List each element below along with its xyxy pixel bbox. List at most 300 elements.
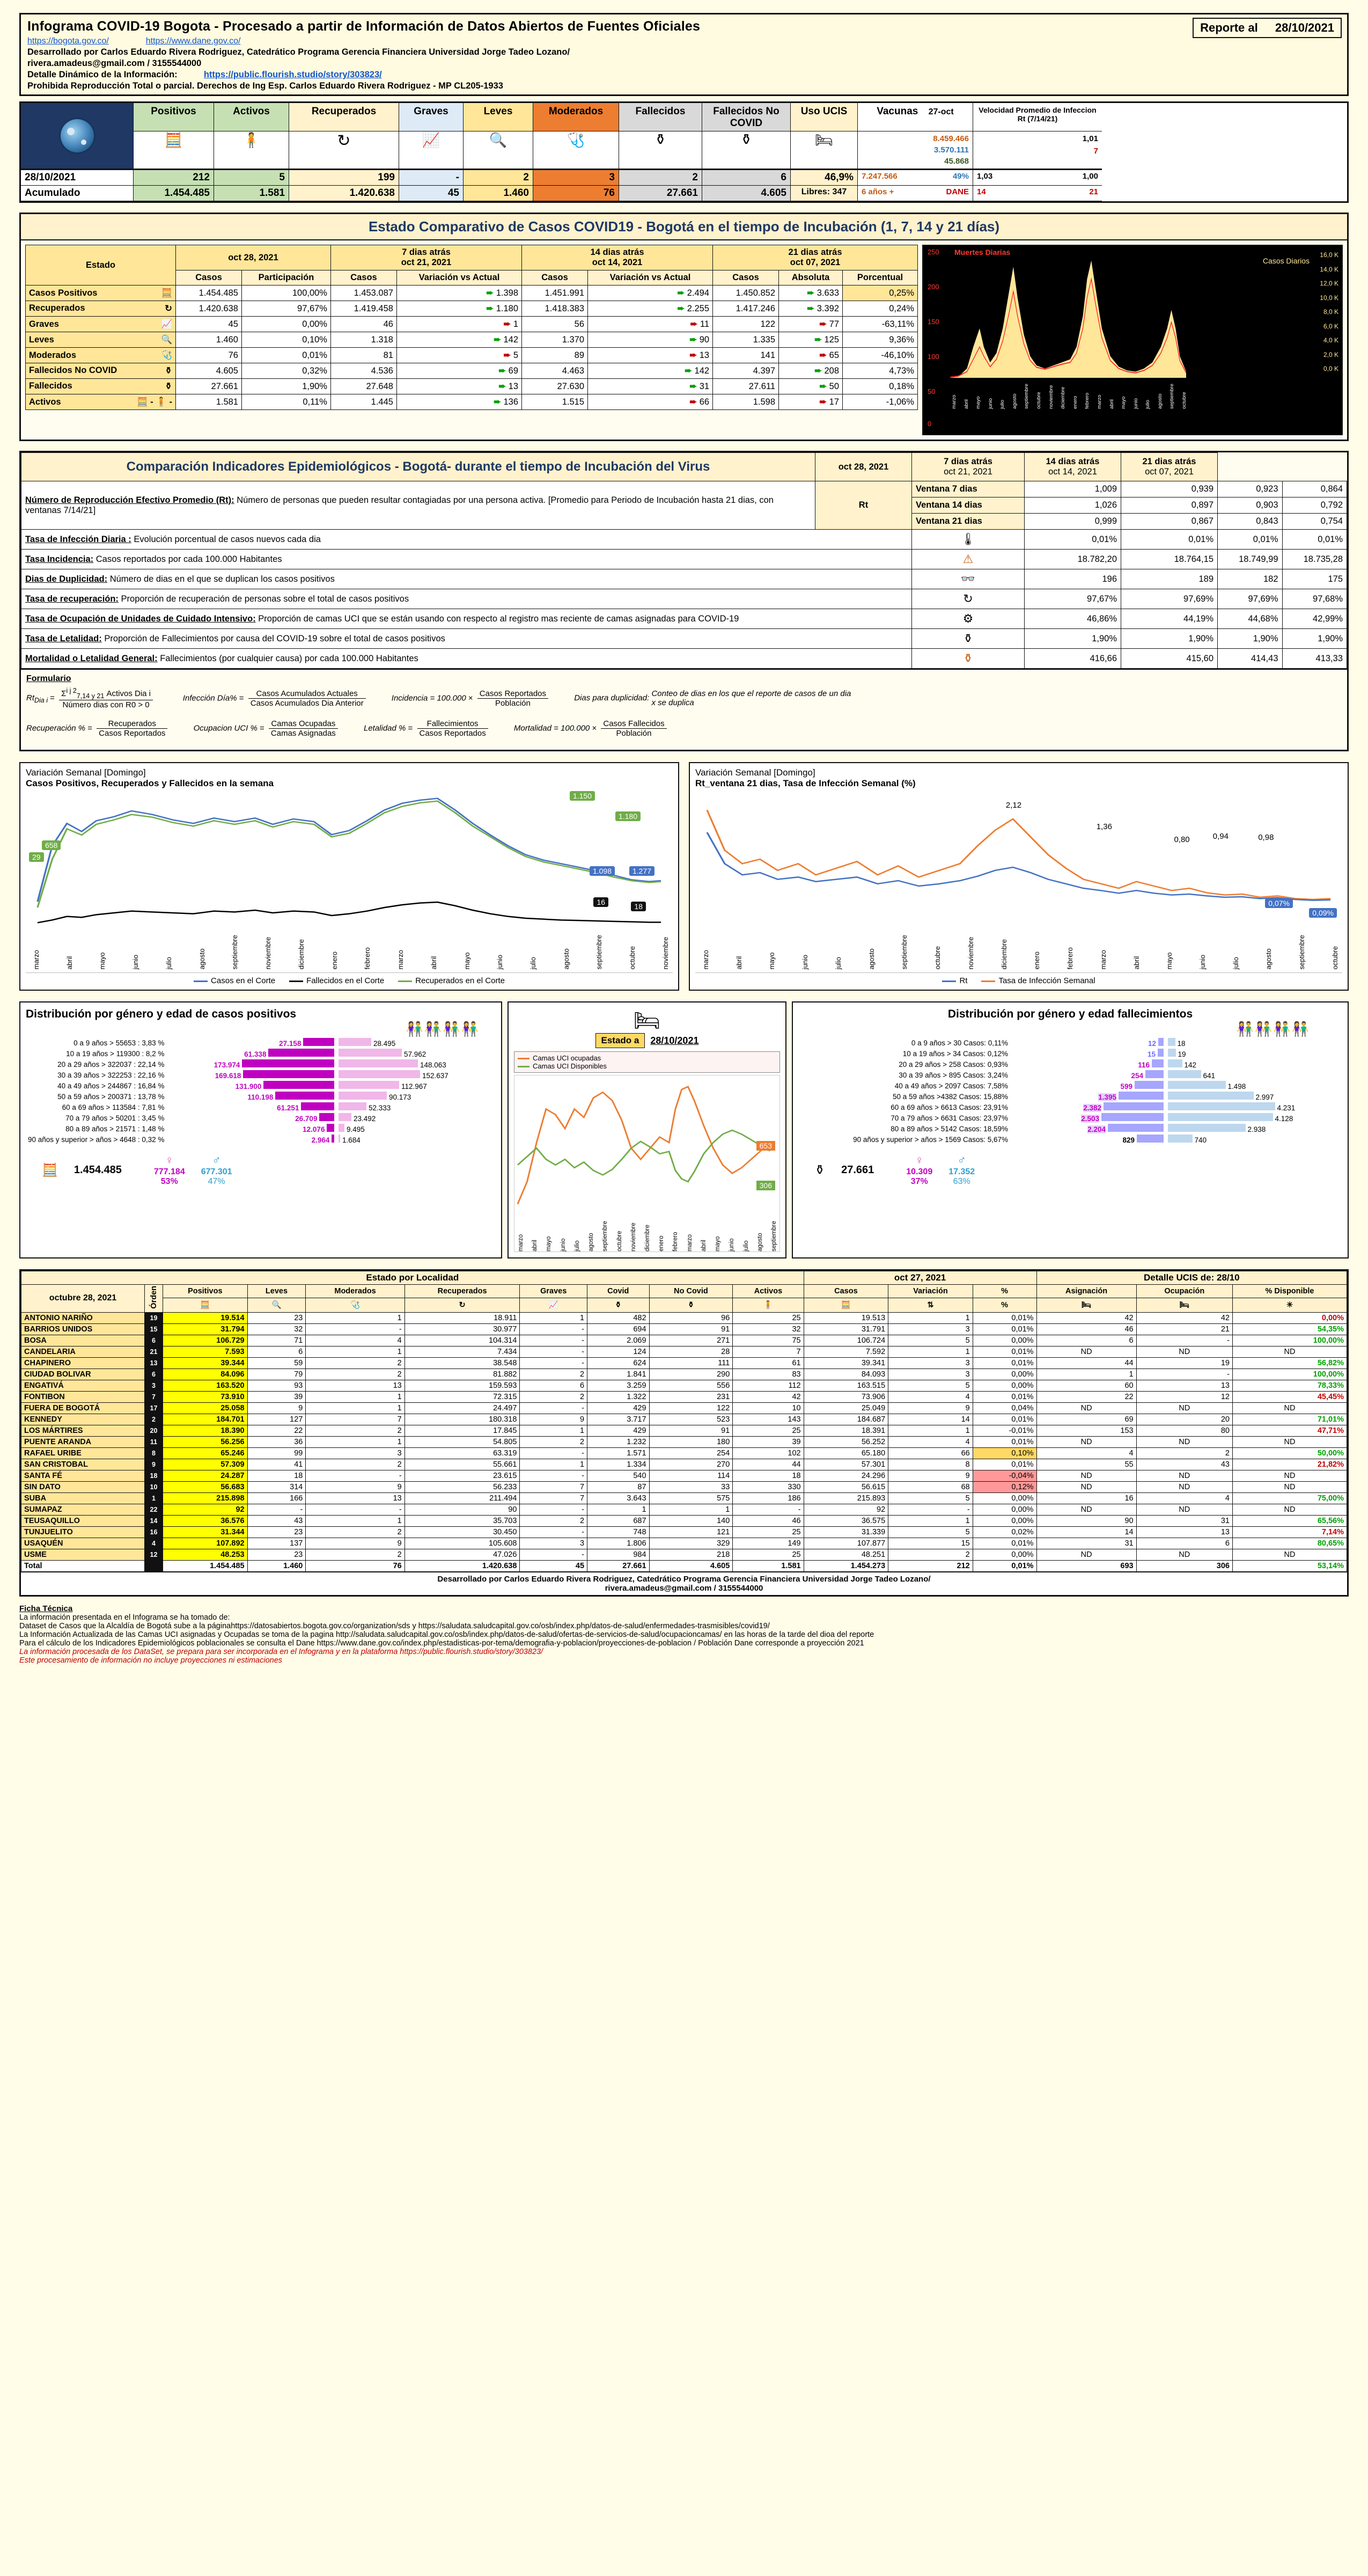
th-var-7: Variación vs Actual	[396, 270, 521, 286]
locality-covid: 1.806	[587, 1538, 650, 1549]
locality-leves: 23	[247, 1312, 306, 1323]
epi-col-3	[1121, 453, 1218, 481]
locality-activos: 102	[733, 1447, 804, 1459]
row-icon: ↻	[165, 304, 172, 313]
epi-col-2-date: oct 14, 2021	[1048, 467, 1097, 477]
locality-title-right: Detalle UCIS de: 28/10	[1036, 1271, 1347, 1285]
icon-th-moderados: 🩺	[306, 1298, 404, 1312]
locality-dev-text: Desarrollado por Carlos Eduardo Rivera Rodriguez, Catedrático Programa Gerencia Financiera Universidad Jorge Tadeo Lozano/	[437, 1574, 931, 1584]
epi-row	[21, 530, 1347, 550]
locality-recuperados: 54.805	[404, 1436, 520, 1447]
locality-leves: -	[247, 1504, 306, 1515]
locality-nocovid: 270	[649, 1459, 733, 1470]
col-header-fallecidos-nocovid: Fallecidos No COVID	[702, 103, 791, 131]
locality-leves: 166	[247, 1492, 306, 1504]
locality-activos: 75	[733, 1335, 804, 1346]
epi-row-desc: Casos reportados por cada 100.000 Habitantes	[95, 554, 282, 564]
age-label: 70 a 79 años > 50201 : 3,45 %	[65, 1114, 165, 1122]
locality-positivos: 19.514	[163, 1312, 248, 1323]
age-label: 60 a 69 años > 6613 Casos: 23,91%	[891, 1103, 1009, 1111]
locality-ocupacion: 12	[1136, 1391, 1232, 1402]
epi-row-v2: 182	[1218, 569, 1283, 589]
day-fallecidos: 2	[619, 169, 702, 186]
th-covid: Covid	[587, 1285, 650, 1298]
epi-rt-v3-0: 0,864	[1282, 481, 1347, 497]
cell-v14: ➨ 142	[588, 363, 713, 379]
locality-leves: 59	[247, 1357, 306, 1368]
age-female-value: 9.495	[346, 1125, 365, 1133]
th-leves: Leves	[247, 1285, 306, 1298]
formula-recuperacion-den: Casos Reportados	[99, 729, 166, 738]
locality-moderados: 3	[306, 1447, 404, 1459]
th-variacion-pct: %	[973, 1285, 1036, 1298]
epi-row-v3: 413,33	[1282, 649, 1347, 669]
age-male-value: 12.076	[303, 1125, 325, 1133]
locality-moderados: -	[306, 1323, 404, 1335]
locality-disponible: 80,65%	[1232, 1538, 1347, 1549]
row-estado: Fallecidos ⚱	[26, 379, 176, 394]
cell-v7: ➨ 1.398	[396, 286, 521, 301]
dane-link[interactable]: https://www.dane.gov.co/	[145, 36, 241, 46]
locality-graves: -	[520, 1357, 587, 1368]
cell-abs: ➨ 3.633	[779, 286, 843, 301]
locality-ocupacion: 6	[1136, 1538, 1232, 1549]
row-estado: Moderados 🩺	[26, 348, 176, 363]
locality-casos: 31.339	[804, 1526, 888, 1538]
locality-moderados: 1	[306, 1436, 404, 1447]
col-header-graves: Graves	[399, 103, 464, 131]
epi-row-v1: 44,19%	[1121, 609, 1218, 629]
legend-rt: Rt	[942, 976, 967, 985]
cell-v14: ➨ 13	[588, 348, 713, 363]
calculator-icon: 🧮	[42, 1162, 58, 1177]
icon-leves: 🔍	[464, 131, 533, 169]
locality-ocupacion: ND	[1136, 1346, 1232, 1357]
bogota-link[interactable]: https://bogota.gov.co/	[27, 36, 109, 46]
col-header-vacunas	[858, 103, 973, 131]
locality-positivos: 24.287	[163, 1470, 248, 1481]
epi-row-label: Tasa de Ocupación de Unidades de Cuidado Intensivo:	[25, 613, 256, 624]
age-label: 30 a 39 años > 895 Casos: 3,24%	[899, 1071, 1009, 1079]
locality-moderados: 1	[306, 1515, 404, 1526]
table-row	[21, 1357, 1347, 1368]
age-female-value: 112.967	[401, 1082, 427, 1091]
locality-recuperados: 7.434	[404, 1346, 520, 1357]
locality-ocupacion: ND	[1136, 1470, 1232, 1481]
locality-moderados: 2	[306, 1549, 404, 1560]
icon-th-nocovid: ⚱	[649, 1298, 733, 1312]
vacunas-dias: 6 años +	[862, 187, 894, 196]
formula-rt-num: Activos Dia i	[106, 689, 151, 698]
formula-ocupacion-num: Camas Ocupadas	[269, 719, 338, 729]
epi-row-v3: 42,99%	[1282, 609, 1347, 629]
cell-v7: ➨ 1	[396, 317, 521, 332]
locality-moderados: 7	[306, 1414, 404, 1425]
locality-var: 4	[888, 1391, 973, 1402]
locality-covid: 429	[587, 1425, 650, 1436]
locality-recuperados: 90	[404, 1504, 520, 1515]
locality-dev-line	[21, 1572, 1347, 1595]
icon-th-recuperados: ↻	[404, 1298, 520, 1312]
locality-order: 22	[145, 1504, 163, 1515]
epi-row-desc: Número de dias en el que se duplican los casos positivos	[109, 574, 335, 584]
locality-leves: 23	[247, 1526, 306, 1538]
epi-rt-window-1: Ventana 14 dias	[912, 497, 1025, 514]
epi-row-label: Dias de Duplicidad:	[25, 574, 108, 584]
locality-disponible: 71,01%	[1232, 1414, 1347, 1425]
cell-abs: ➨ 125	[779, 332, 843, 348]
total-covid: 27.661	[587, 1560, 650, 1571]
locality-name: LOS MÁRTIRES	[21, 1425, 145, 1436]
cell-part: 0,11%	[241, 394, 330, 410]
cell-c21: 1.598	[713, 394, 779, 410]
weekly-left-x-labels: marzo abril mayo junio julio agosto septiembre noviembre diciembre enero febrero marzo abril mayo junio julio agosto septiembre octubre noviembre	[32, 934, 670, 969]
locality-disponible: ND	[1232, 1436, 1347, 1447]
cell-v14: ➨ 90	[588, 332, 713, 348]
locality-casos: 36.575	[804, 1515, 888, 1526]
locality-pct: 0,01%	[973, 1414, 1036, 1425]
epi-row-v1: 97,69%	[1121, 589, 1218, 609]
age-male-value: 173.974	[214, 1061, 240, 1069]
locality-graves: -	[520, 1470, 587, 1481]
locality-moderados: 13	[306, 1492, 404, 1504]
th-casos-21: Casos	[713, 270, 779, 286]
weekly-left-label-5: 1.277	[629, 866, 654, 876]
age-label: 0 a 9 años > 55653 : 3,83 %	[73, 1038, 165, 1047]
rt-row-acum	[973, 186, 1102, 201]
gender-positive-panel	[19, 1001, 502, 1258]
locality-recuperados: 30.450	[404, 1526, 520, 1538]
epi-row-label: Tasa Incidencia:	[25, 554, 94, 564]
locality-ocupacion: 20	[1136, 1414, 1232, 1425]
total-positivos: 1.454.485	[163, 1560, 248, 1571]
legend-casos: Casos en el Corte	[194, 976, 275, 985]
locality-recuperados: 81.882	[404, 1368, 520, 1380]
row-estado: Recuperados ↻	[26, 301, 176, 317]
total-label: Total	[21, 1560, 145, 1571]
footer-line-1: Dataset de Casos que la Alcaldía de Bogotá sube a la páginahttps://datosabiertos.bogota.gov.co/organization/sds y https://saludata.saludcapital.gov.co/osb/index.php/datos-de-salud/enfermedades-trasmisibles/covid19/	[19, 1621, 770, 1630]
locality-pct: 0,00%	[973, 1492, 1036, 1504]
age-label: 10 a 19 años > 119300 : 8,2 %	[66, 1049, 165, 1058]
formula-mortalidad-den: Población	[616, 729, 652, 738]
formula-ocupacion: Ocupacion UCI % = $\frac{\text{Camas Ocupadas}}{\text{Camas Asignadas}}$	[194, 719, 340, 738]
age-row	[798, 1134, 1342, 1145]
locality-disponible: 0,00%	[1232, 1312, 1347, 1323]
vacunas-pct: 49%	[952, 172, 969, 181]
locality-positivos: 7.593	[163, 1346, 248, 1357]
locality-casos: 107.877	[804, 1538, 888, 1549]
epi-row	[21, 589, 1347, 609]
th-abs: Absoluta	[779, 270, 843, 286]
age-male-value: 169.618	[215, 1072, 241, 1080]
urn-icon: ⚱	[912, 629, 1025, 649]
locality-ocupacion: ND	[1136, 1549, 1232, 1560]
contact-line: rivera.amadeus@gmail.com / 3155544000	[27, 58, 202, 68]
age-male-value: 2.503	[1081, 1115, 1099, 1123]
locality-asignacion: 55	[1036, 1459, 1136, 1470]
urn-icon-right: ⚱	[814, 1162, 826, 1177]
epi-rt-v0-2: 0,999	[1025, 514, 1121, 530]
locality-graves: 6	[520, 1380, 587, 1391]
th-casos-7: Casos	[330, 270, 396, 286]
locality-covid: 748	[587, 1526, 650, 1538]
th-group-3: 21 dias atrás oct 07, 2021	[713, 245, 918, 270]
locality-ocupacion: 13	[1136, 1380, 1232, 1391]
day-graves: -	[399, 169, 464, 186]
col-header-moderados: Moderados	[533, 103, 619, 131]
locality-leves: 23	[247, 1549, 306, 1560]
formula-mortalidad-num: Casos Fallecidos	[601, 719, 666, 729]
locality-order: 15	[145, 1323, 163, 1335]
age-male-value: 2.382	[1083, 1104, 1101, 1112]
cell-c21: 1.417.246	[713, 301, 779, 317]
row-icon: 🩺	[161, 350, 172, 360]
acum-recuperados: 1.420.638	[289, 186, 399, 201]
ucis-series	[514, 1075, 779, 1210]
locality-nocovid: 271	[649, 1335, 733, 1346]
epi-row	[21, 609, 1347, 629]
weekly-left-label-3: 1.180	[615, 811, 641, 821]
locality-activos: 25	[733, 1526, 804, 1538]
row-icon: 🧮	[161, 288, 172, 298]
formula-incidencia-den: Población	[495, 698, 531, 708]
locality-leves: 18	[247, 1470, 306, 1481]
chart-title-muertes: Muertes Diarias	[954, 248, 1011, 257]
locality-casos: 24.296	[804, 1470, 888, 1481]
locality-covid: 1.232	[587, 1436, 650, 1447]
vacunas-doses	[858, 131, 973, 169]
locality-name: CIUDAD BOLIVAR	[21, 1368, 145, 1380]
th-activos: Activos	[733, 1285, 804, 1298]
formula-mortalidad: Mortalidad = 100.000 × $\frac{\text{Casos Fallecidos}}{\text{Población}}$	[514, 719, 669, 738]
table-row	[21, 1391, 1347, 1402]
cell-c7: 1.445	[330, 394, 396, 410]
age-female-value: 90.173	[388, 1093, 411, 1101]
locality-dev-mail: rivera.amadeus@gmail.com / 3155544000	[605, 1583, 763, 1593]
epi-row-v0: 97,67%	[1025, 589, 1121, 609]
cell-casos: 27.661	[176, 379, 242, 394]
locality-var: 1	[888, 1312, 973, 1323]
locality-covid: 624	[587, 1357, 650, 1368]
report-label: Reporte al	[1200, 21, 1258, 34]
age-male-value: 12	[1148, 1040, 1156, 1048]
warning-icon: ⚠	[912, 550, 1025, 569]
age-male-value: 599	[1120, 1082, 1132, 1091]
rt-14b: 1,00	[1082, 172, 1098, 181]
epi-row-v0: 416,66	[1025, 649, 1121, 669]
epi-row-v0: 18.782,20	[1025, 550, 1121, 569]
locality-casos: 19.513	[804, 1312, 888, 1323]
header	[19, 13, 1349, 96]
thermometer-icon: 🌡	[912, 530, 1025, 550]
table-row	[26, 348, 918, 363]
locality-activos: 25	[733, 1425, 804, 1436]
locality-name: FUERA DE BOGOTÁ	[21, 1402, 145, 1414]
locality-moderados: 2	[306, 1425, 404, 1436]
age-row	[798, 1123, 1342, 1134]
dynamic-info-line	[27, 70, 1342, 80]
acum-moderados: 76	[533, 186, 619, 201]
age-label: 70 a 79 años > 6631 Casos: 23,97%	[891, 1114, 1009, 1122]
gender-left-title: Distribución por género y edad de casos positivos	[26, 1008, 297, 1020]
formula-infeccion: Infección Día% = $\frac{\text{Casos Acumulados Actuales}}{\text{Casos Acumulados Dia Anterior}}$	[183, 689, 368, 708]
th-part: Participación	[241, 270, 330, 286]
total-ocupacion: 306	[1136, 1560, 1232, 1571]
locality-moderados: 4	[306, 1335, 404, 1346]
locality-asignacion: ND	[1036, 1481, 1136, 1492]
locality-asignacion: 6	[1036, 1335, 1136, 1346]
icon-th-variacion: ⇅	[888, 1298, 973, 1312]
locality-asignacion: ND	[1036, 1402, 1136, 1414]
th-casos: Casos	[804, 1285, 888, 1298]
locality-var: 15	[888, 1538, 973, 1549]
epi-rt-v0-0: 1,009	[1025, 481, 1121, 497]
gender-left-male-total: 677.301	[201, 1167, 232, 1176]
locality-var: 5	[888, 1526, 973, 1538]
epi-rt-window-0: Ventana 7 dias	[912, 481, 1025, 497]
cell-v7: ➨ 13	[396, 379, 521, 394]
locality-ocupacion: 13	[1136, 1526, 1232, 1538]
locality-nocovid: 121	[649, 1526, 733, 1538]
gender-left-male-pct: 47%	[208, 1177, 225, 1186]
flourish-link[interactable]: https://public.flourish.studio/story/303823/	[203, 70, 382, 79]
developer-line: Desarrollado por Carlos Eduardo Rivera Rodriguez, Catedrático Programa Gerencia Financiera Universidad Jorge Tadeo Lozano/	[27, 47, 570, 57]
report-date-box	[1193, 18, 1342, 38]
total-graves: 45	[520, 1560, 587, 1571]
epi-col-1	[912, 453, 1025, 481]
age-male-value: 254	[1131, 1072, 1143, 1080]
table-row	[21, 1323, 1347, 1335]
day-activos: 5	[214, 169, 289, 186]
locality-leves: 39	[247, 1391, 306, 1402]
epi-row-v3: 18.735,28	[1282, 550, 1347, 569]
epi-col-1-date: oct 21, 2021	[944, 467, 992, 477]
icon-th-casos: 🧮	[804, 1298, 888, 1312]
vacunas-dias-row	[858, 186, 973, 201]
locality-name: ANTONIO NARIÑO	[21, 1312, 145, 1323]
locality-moderados: 1	[306, 1402, 404, 1414]
row-icon: ⚱	[165, 366, 172, 376]
day-positivos: 212	[134, 169, 214, 186]
cell-casos: 1.581	[176, 394, 242, 410]
age-row	[26, 1070, 496, 1080]
locality-order: 7	[145, 1391, 163, 1402]
age-male-value: 116	[1138, 1061, 1150, 1069]
locality-graves: 1	[520, 1312, 587, 1323]
epi-row-v3: 1,90%	[1282, 629, 1347, 649]
locality-asignacion: 1	[1036, 1368, 1136, 1380]
deaths-x-labels: marzo abril mayo junio julio agosto septiembre octubre noviembre diciembre enero febrero marzo abril mayo junio julio agosto septiembre octubre	[951, 384, 1187, 409]
age-row	[26, 1123, 496, 1134]
locality-casos: 215.893	[804, 1492, 888, 1504]
row-icon: 📈	[161, 319, 172, 329]
icon-ucis: 🛏	[791, 131, 858, 169]
cell-pct: 0,25%	[843, 286, 918, 301]
rt-7b: 1,03	[977, 172, 993, 181]
vacunas-date: 27-oct	[928, 107, 954, 116]
locality-positivos: 107.892	[163, 1538, 248, 1549]
locality-nocovid: 231	[649, 1391, 733, 1402]
cell-abs: ➨ 3.392	[779, 301, 843, 317]
gender-right-total: 27.661	[841, 1163, 874, 1176]
weekly-right-label-0: 2,12	[1005, 801, 1022, 810]
locality-leves: 43	[247, 1515, 306, 1526]
formula-incidencia: Incidencia = 100.000 × $\frac{\text{Casos Reportados}}{\text{Población}}$	[392, 689, 550, 708]
icon-th-graves: 📈	[520, 1298, 587, 1312]
locality-var: 3	[888, 1368, 973, 1380]
gender-right-female-total: 10.309	[906, 1167, 933, 1176]
locality-leves: 79	[247, 1368, 306, 1380]
locality-ocupacion: 42	[1136, 1312, 1232, 1323]
locality-var: 1	[888, 1515, 973, 1526]
locality-casos: 92	[804, 1504, 888, 1515]
cell-c7: 1.419.458	[330, 301, 396, 317]
locality-recuperados: 38.548	[404, 1357, 520, 1368]
weekly-left-label-1: 658	[42, 840, 61, 850]
locality-graves: 1	[520, 1459, 587, 1470]
icon-th-covid: ⚱	[587, 1298, 650, 1312]
locality-casos: 184.687	[804, 1414, 888, 1425]
age-label: 50 a 59 años >4382 Casos: 15,88%	[893, 1092, 1009, 1101]
age-female-value: 4.128	[1275, 1115, 1293, 1123]
row-icon: 🔍	[161, 334, 172, 345]
weekly-right-title2: Rt_ventana 21 dias, Tasa de Infección Semanal (%)	[695, 778, 916, 788]
weekly-left-legend	[26, 972, 673, 985]
age-male-value: 2.964	[311, 1136, 330, 1144]
locality-positivos: 39.344	[163, 1357, 248, 1368]
age-female-value: 152.637	[422, 1072, 448, 1080]
footer-line-2: La Información Actualizada de las Camas UCI asignadas y Ocupadas se toma de la pagina http://saludata.saludcapital.gov.co/osb/index.php/datos-de-salud/ofertas-de-servicios-de-salud/ocupacioncamas/ en las horas de la tarde del dioa del reporte	[19, 1630, 874, 1639]
age-label: 60 a 69 años > 113584 : 7,81 %	[62, 1103, 165, 1111]
col-header-recuperados: Recuperados	[289, 103, 399, 131]
locality-asignacion: 90	[1036, 1515, 1136, 1526]
cell-c7: 1.318	[330, 332, 396, 348]
age-label: 10 a 19 años > 34 Casos: 0,12%	[902, 1049, 1009, 1058]
table-row	[21, 1459, 1347, 1470]
age-row	[798, 1070, 1342, 1080]
table-row	[21, 1481, 1347, 1492]
age-female-value: 148.063	[420, 1061, 446, 1069]
locality-covid: 3.717	[587, 1414, 650, 1425]
col-header-fallecidos: Fallecidos	[619, 103, 702, 131]
locality-activos: 186	[733, 1492, 804, 1504]
cell-abs: ➨ 77	[779, 317, 843, 332]
age-male-value: 2.204	[1087, 1125, 1106, 1133]
epi-row-v1: 415,60	[1121, 649, 1218, 669]
locality-ocupacion: 31	[1136, 1515, 1232, 1526]
locality-name: ENGATIVÁ	[21, 1380, 145, 1391]
locality-moderados: 2	[306, 1357, 404, 1368]
locality-nocovid: 254	[649, 1447, 733, 1459]
locality-recuperados: 23.615	[404, 1470, 520, 1481]
locality-asignacion: ND	[1036, 1470, 1136, 1481]
epidemiological-section	[19, 451, 1349, 751]
locality-disponible: 56,82%	[1232, 1357, 1347, 1368]
total-var: 212	[888, 1560, 973, 1571]
recovery-icon: ↻	[912, 589, 1025, 609]
locality-leves: 71	[247, 1335, 306, 1346]
weekly-rt-chart	[689, 762, 1349, 991]
vacunas-dosis2: 3.570.111	[933, 145, 969, 155]
age-female-value: 4.231	[1277, 1104, 1296, 1112]
locality-pct: 0,01%	[973, 1357, 1036, 1368]
age-female-value: 1.684	[342, 1136, 361, 1144]
formula-duplicidad-desc: Conteo de dias en los que el reporte de casos de un dia x se duplica	[651, 689, 851, 707]
locality-covid: 87	[587, 1481, 650, 1492]
locality-name: SUBA	[21, 1492, 145, 1504]
age-female-value: 740	[1194, 1136, 1207, 1144]
row-estado: Casos Positivos 🧮	[26, 286, 176, 301]
